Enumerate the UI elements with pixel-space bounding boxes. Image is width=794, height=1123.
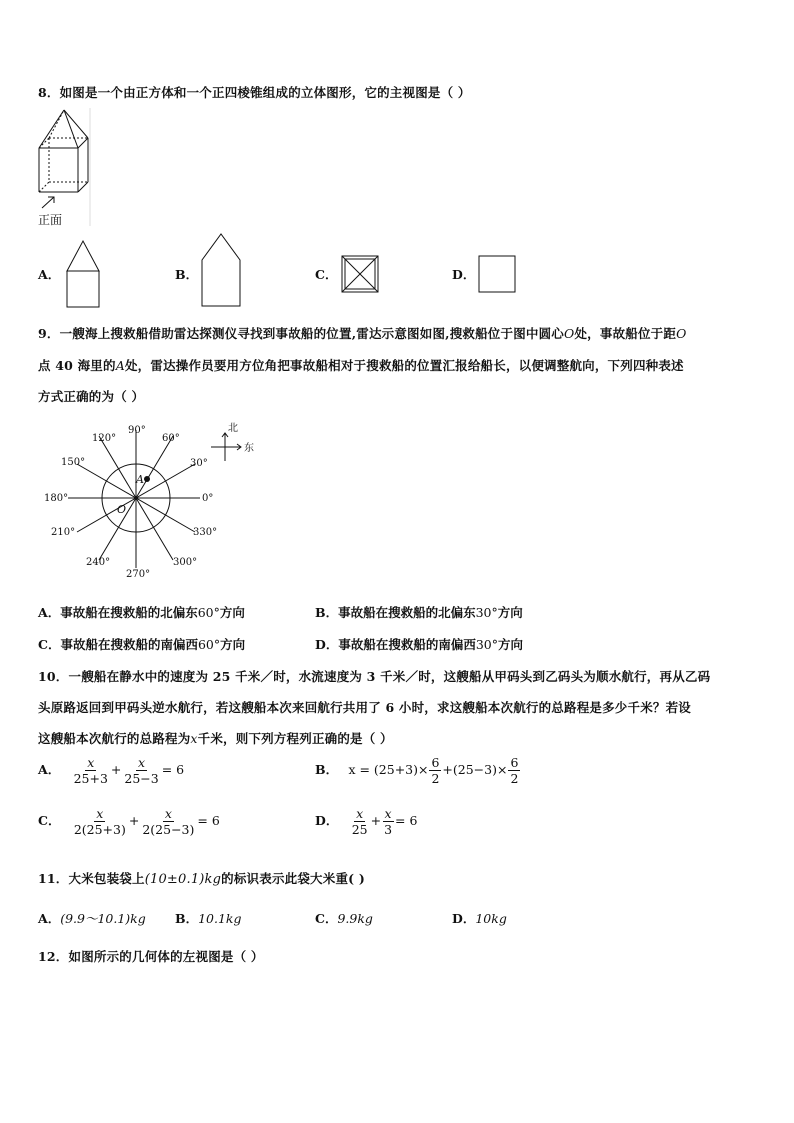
q9-option-c[interactable]: C．事故船在搜救船的南偏西60°方向	[38, 637, 246, 652]
radar-diagram	[38, 415, 268, 585]
angle-180: 180°	[44, 493, 69, 504]
angle-270: 270°	[126, 569, 151, 580]
q10-option-c[interactable]: C． $\frac{x}{2(25+3)}$ + $\frac{x}{2(25-3)}$ = 6	[38, 806, 220, 837]
q8-option-b-figure[interactable]	[199, 232, 243, 310]
q8-option-a-figure[interactable]	[64, 238, 102, 310]
angle-330: 330°	[193, 527, 218, 538]
q9-stem-line3: 方式正确的为（ ）	[38, 389, 145, 404]
angle-90: 90°	[128, 425, 146, 436]
q11-option-d[interactable]: D．10kg	[452, 911, 507, 926]
angle-210: 210°	[51, 527, 76, 538]
q8-option-a-label[interactable]: A．	[38, 267, 61, 282]
q10-stem-line3: 这艘船本次航行的总路程为x千米，则下列方程列正确的是（ ）	[38, 731, 393, 746]
q8-stem: 8．如图是一个由正方体和一个正四棱锥组成的立体图形，它的主视图是（ ）	[38, 85, 471, 100]
q11-option-b[interactable]: B．10.1kg	[175, 911, 242, 926]
q12-stem: 12．如图所示的几何体的左视图是（ ）	[38, 949, 264, 964]
q8-option-d-figure[interactable]	[477, 254, 519, 296]
q10-stem-line2: 头原路返回到甲码头逆水航行，若这艘船本次来回航行共用了 6 小时，求这艘船本次航行的总路程是多少千米？若设	[38, 700, 692, 715]
front-label: 正面	[38, 213, 63, 227]
point-a-dot	[144, 476, 150, 482]
q11-stem: 11．大米包装袋上(10±0.1)kg的标识表示此袋大米重( )	[38, 871, 365, 887]
q9-stem-line2: 点 40 海里的A处，雷达操作员要用方位角把事故船相对于搜救船的位置汇报给船长，以便调整航向，下列四种表述	[38, 358, 684, 373]
q10-option-b[interactable]: B． x = (25+3)× $\frac{6}{2}$ +(25−3)× $\frac{6}{2}$	[315, 755, 519, 786]
angle-240: 240°	[86, 557, 111, 568]
q8-option-c-label[interactable]: C．	[315, 267, 338, 282]
q9-option-b[interactable]: B．事故船在搜救船的北偏东30°方向	[315, 605, 523, 620]
q9-option-d[interactable]: D．事故船在搜救船的南偏西30°方向	[315, 637, 524, 652]
compass-icon	[211, 433, 241, 461]
angle-60: 60°	[162, 433, 180, 444]
point-a-label: A	[136, 473, 144, 486]
q8-option-d-label[interactable]: D．	[452, 267, 476, 282]
q10-stem-line1: 10．一艘船在静水中的速度为 25 千米／时，水流速度为 3 千米／时，这艘船从甲码头到乙码头为顺水航行，再从乙码	[38, 669, 711, 684]
angle-120: 120°	[92, 433, 117, 444]
angle-0: 0°	[202, 493, 214, 504]
q9-stem-line1: 9．一艘海上搜救船借助雷达探测仪寻找到事故船的位置,雷达示意图如图,搜救船位于图中圆心O处，事故船位于距O	[38, 326, 687, 341]
angle-30: 30°	[190, 458, 208, 469]
center-o-label: O	[117, 503, 127, 516]
angle-150: 150°	[61, 457, 86, 468]
q11-option-a[interactable]: A．(9.9～10.1)kg	[38, 911, 146, 926]
q10-option-a[interactable]: A． $\frac{x}{25+3}$ + $\frac{x}{25-3}$ = 6	[38, 755, 185, 786]
q8-solid-figure	[34, 108, 94, 228]
east-label: 东	[244, 443, 254, 454]
north-label: 北	[228, 423, 238, 434]
q10-option-d[interactable]: D． $\frac{x}{25}$ + $\frac{x}{3}$ = 6	[315, 806, 418, 837]
q9-option-a[interactable]: A．事故船在搜救船的北偏东60°方向	[38, 605, 245, 620]
q8-option-c-figure[interactable]	[340, 254, 382, 296]
q8-option-b-label[interactable]: B．	[175, 267, 199, 282]
q11-option-c[interactable]: C．9.9kg	[315, 911, 373, 926]
angle-300: 300°	[173, 557, 198, 568]
